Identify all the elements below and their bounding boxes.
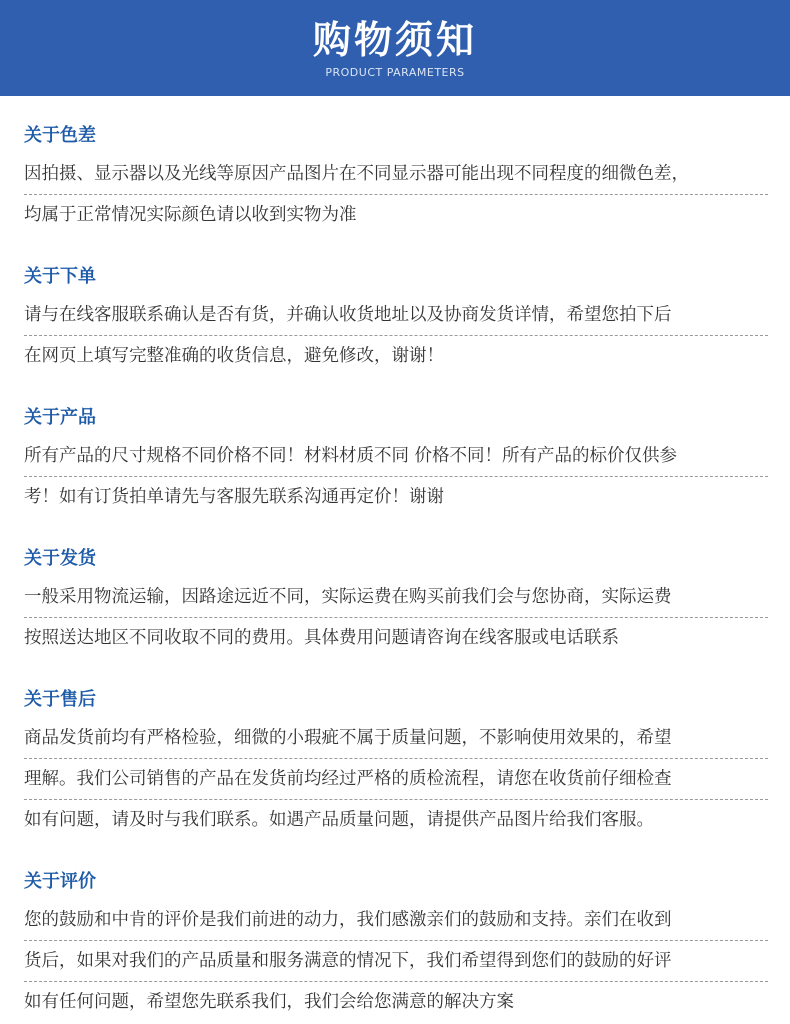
section-text-line: 所有产品的尺寸规格不同价格不同！材料材质不同 价格不同！所有产品的标价仅供参 <box>24 436 768 477</box>
section-text-line: 货后，如果对我们的产品质量和服务满意的情况下，我们希望得到您们的鼓励的好评 <box>24 941 768 982</box>
section-shipping <box>24 547 768 658</box>
section-reviews <box>24 870 768 1022</box>
section-title: 关于评价 <box>24 871 96 892</box>
section-text-line: 商品发货前均有严格检验，细微的小瑕疵不属于质量问题，不影响使用效果的，希望 <box>24 718 768 759</box>
section-product <box>24 406 768 517</box>
page-header <box>0 0 790 96</box>
section-text-line: 如有任何问题，希望您先联系我们，我们会给您满意的解决方案 <box>24 992 514 1012</box>
section-text-line: 均属于正常情况实际颜色请以收到实物为准 <box>24 205 357 225</box>
section-text-line: 按照送达地区不同收取不同的费用。具体费用问题请咨询在线客服或电话联系 <box>24 628 619 648</box>
section-text-line: 因拍摄、显示器以及光线等原因产品图片在不同显示器可能出现不同程度的细微色差， <box>24 154 768 195</box>
section-after-sales <box>24 688 768 840</box>
section-title: 关于下单 <box>24 266 96 287</box>
section-text-line: 请与在线客服联系确认是否有货，并确认收货地址以及协商发货详情，希望您拍下后 <box>24 295 768 336</box>
section-ordering <box>24 265 768 376</box>
section-title: 关于色差 <box>24 125 96 146</box>
section-color-difference <box>24 124 768 235</box>
section-text-line: 您的鼓励和中肯的评价是我们前进的动力，我们感激亲们的鼓励和支持。亲们在收到 <box>24 900 768 941</box>
section-text-line: 考！如有订货拍单请先与客服先联系沟通再定价！谢谢 <box>24 487 444 507</box>
section-text-line: 如有问题，请及时与我们联系。如遇产品质量问题，请提供产品图片给我们客服。 <box>24 810 654 830</box>
page-title: 购物须知 <box>312 17 477 62</box>
section-title: 关于发货 <box>24 548 96 569</box>
page-subtitle: PRODUCT PARAMETERS <box>325 65 465 79</box>
notice-content <box>0 124 790 1022</box>
section-title: 关于产品 <box>24 407 96 428</box>
section-title: 关于售后 <box>24 689 96 710</box>
section-text-line: 在网页上填写完整准确的收货信息，避免修改，谢谢！ <box>24 346 444 366</box>
section-text-line: 理解。我们公司销售的产品在发货前均经过严格的质检流程，请您在收货前仔细检查 <box>24 759 768 800</box>
section-text-line: 一般采用物流运输，因路途远近不同，实际运费在购买前我们会与您协商，实际运费 <box>24 577 768 618</box>
